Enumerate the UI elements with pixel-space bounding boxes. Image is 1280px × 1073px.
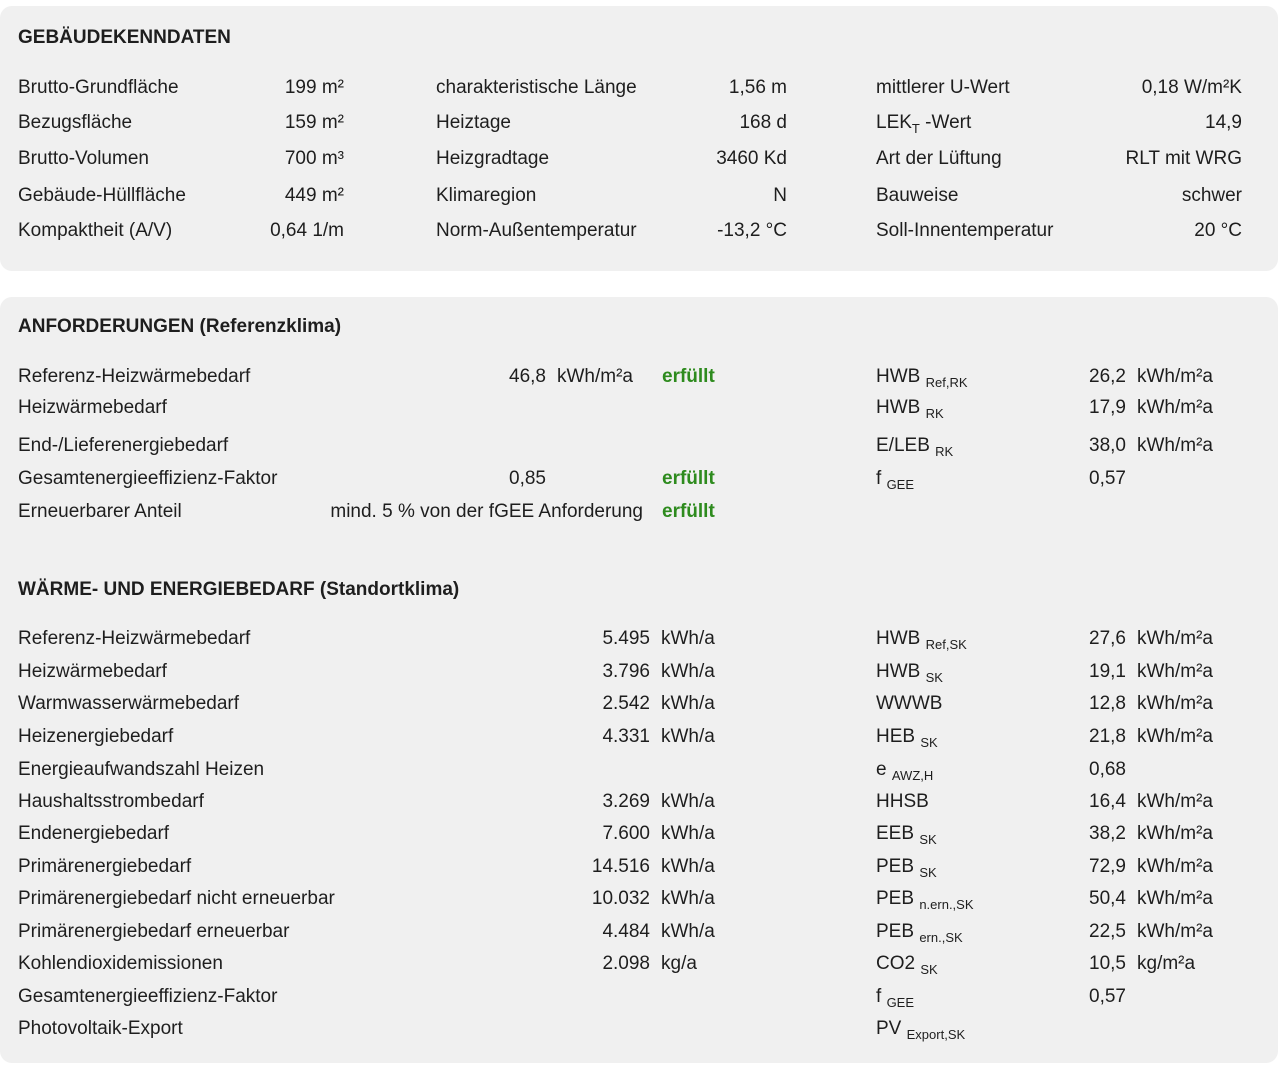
energiebedarf-row bbox=[0, 1016, 1278, 1042]
waerme-energiebedarf-title: WÄRME- UND ENERGIEBEDARF (Standortklima) bbox=[18, 579, 460, 600]
symbol-subscript: T bbox=[911, 121, 920, 136]
kennzahl-unit: kg/m²a bbox=[1137, 953, 1196, 974]
kenndaten-label: Gebäude-Hüllfläche bbox=[18, 185, 186, 206]
energiebedarf-label: Gesamtenergieeffizienz-Faktor bbox=[18, 986, 278, 1007]
kennzahl-unit: kWh/m²a bbox=[1137, 661, 1213, 682]
symbol-main: HEB bbox=[876, 726, 916, 747]
kenndaten-label: Heiztage bbox=[436, 112, 511, 133]
kenndaten-value: 199 m² bbox=[284, 77, 344, 98]
anforderung-row bbox=[0, 499, 1278, 525]
energiebedarf-label: Haushaltsstrombedarf bbox=[18, 791, 204, 812]
energiebedarf-label: Energieaufwandszahl Heizen bbox=[18, 759, 265, 780]
kenndaten-value: schwer bbox=[1181, 185, 1242, 206]
energiebedarf-value: 4.484 bbox=[602, 921, 650, 942]
kennzahl-symbol bbox=[876, 919, 963, 945]
energiebedarf-value: 2.542 bbox=[602, 693, 650, 714]
anforderung-row bbox=[0, 433, 1278, 459]
kenndaten-label: Soll-Innentemperatur bbox=[876, 220, 1054, 241]
kenndaten-label bbox=[876, 110, 971, 136]
anforderung-label: Referenz-Heizwärmebedarf bbox=[18, 366, 251, 387]
symbol-main: CO2 bbox=[876, 953, 916, 974]
kenndaten-row bbox=[0, 75, 1278, 101]
kennzahl-symbol bbox=[876, 757, 933, 783]
kenndaten-label: Heizgradtage bbox=[436, 148, 550, 169]
kennzahl-value: 0,57 bbox=[1089, 468, 1126, 489]
symbol-main: PEB bbox=[876, 856, 915, 877]
energiebedarf-unit: kWh/a bbox=[661, 856, 715, 877]
symbol-subscript: n.ern.,SK bbox=[919, 897, 974, 912]
energiebedarf-unit: kWh/a bbox=[661, 823, 715, 844]
kennzahl-symbol bbox=[876, 984, 914, 1010]
symbol-subscript: ern.,SK bbox=[919, 930, 963, 945]
energiebedarf-row bbox=[0, 724, 1278, 750]
kennzahl-unit: kWh/m²a bbox=[1137, 856, 1213, 877]
kenndaten-label: Brutto-Grundfläche bbox=[18, 77, 179, 98]
kennzahl-value: 0,57 bbox=[1089, 986, 1126, 1007]
symbol-main: HWB bbox=[876, 397, 921, 418]
energiebedarf-unit: kWh/a bbox=[661, 921, 715, 942]
kennzahl-value: 38,0 bbox=[1089, 435, 1126, 456]
energiebedarf-value: 2.098 bbox=[602, 953, 650, 974]
energiebedarf-label: Primärenergiebedarf erneuerbar bbox=[18, 921, 290, 942]
energiebedarf-value: 5.495 bbox=[602, 628, 650, 649]
symbol-subscript: GEE bbox=[886, 477, 915, 492]
kennzahl-symbol bbox=[876, 854, 937, 880]
energiebedarf-value: 3.796 bbox=[602, 661, 650, 682]
status-erfuellt: erfüllt bbox=[662, 468, 715, 489]
kennzahl-symbol bbox=[876, 466, 914, 492]
kennzahl-value: 17,9 bbox=[1089, 397, 1126, 418]
energiebedarf-row bbox=[0, 691, 1278, 717]
kenndaten-value: 159 m² bbox=[284, 112, 344, 133]
energiebedarf-row bbox=[0, 821, 1278, 847]
anforderung-row bbox=[0, 364, 1278, 390]
kennzahl-unit: kWh/m²a bbox=[1137, 791, 1213, 812]
symbol-subscript: Ref,SK bbox=[925, 637, 967, 652]
symbol-subscript: SK bbox=[920, 962, 938, 977]
kenndaten-row bbox=[0, 146, 1278, 172]
energiebedarf-value: 7.600 bbox=[602, 823, 650, 844]
symbol-subscript: GEE bbox=[886, 995, 915, 1010]
kenndaten-value: N bbox=[773, 185, 787, 206]
anforderung-row bbox=[0, 466, 1278, 492]
kennzahl-unit: kWh/m²a bbox=[1137, 435, 1213, 456]
energiebedarf-label: Heizwärmebedarf bbox=[18, 661, 167, 682]
energiebedarf-row bbox=[0, 886, 1278, 912]
kennzahl-symbol bbox=[876, 626, 967, 652]
symbol-subscript: SK bbox=[925, 670, 943, 685]
symbol-main: HWB bbox=[876, 628, 921, 649]
kennzahl-value: 27,6 bbox=[1089, 628, 1126, 649]
kennzahl-value: 19,1 bbox=[1089, 661, 1126, 682]
symbol-main: PEB bbox=[876, 888, 915, 909]
kenndaten-label: Norm-Außentemperatur bbox=[436, 220, 637, 241]
kenndaten-value: RLT mit WRG bbox=[1125, 148, 1242, 169]
symbol-main: f bbox=[876, 468, 882, 489]
kennzahl-unit: kWh/m²a bbox=[1137, 921, 1213, 942]
kenndaten-label: Klimaregion bbox=[436, 185, 537, 206]
anforderung-label: Erneuerbarer Anteil bbox=[18, 501, 182, 522]
kenndaten-value: 3460 Kd bbox=[716, 148, 787, 169]
symbol-main: E/LEB bbox=[876, 435, 930, 456]
symbol-main: WWWB bbox=[876, 693, 943, 714]
kenndaten-label: Bezugsfläche bbox=[18, 112, 133, 133]
kennzahl-value: 26,2 bbox=[1089, 366, 1126, 387]
anforderung-label: Heizwärmebedarf bbox=[18, 397, 167, 418]
kennzahl-symbol bbox=[876, 789, 929, 815]
kennzahl-value: 38,2 bbox=[1089, 823, 1126, 844]
energiebedarf-value: 14.516 bbox=[591, 856, 650, 877]
symbol-main: LEK bbox=[876, 112, 912, 133]
symbol-main: HWB bbox=[876, 661, 921, 682]
energiebedarf-row bbox=[0, 789, 1278, 815]
kennzahl-symbol bbox=[876, 659, 943, 685]
kennzahl-value: 22,5 bbox=[1089, 921, 1126, 942]
kenndaten-value: 700 m³ bbox=[284, 148, 344, 169]
gebaeudekenndaten-title: GEBÄUDEKENNDATEN bbox=[18, 27, 231, 48]
energiebedarf-value: 4.331 bbox=[602, 726, 650, 747]
energiebedarf-label: Referenz-Heizwärmebedarf bbox=[18, 628, 251, 649]
energiebedarf-row bbox=[0, 984, 1278, 1010]
kennzahl-symbol bbox=[876, 691, 942, 717]
kennzahl-value: 16,4 bbox=[1089, 791, 1126, 812]
kenndaten-label: Art der Lüftung bbox=[876, 148, 1002, 169]
anforderung-value: 0,85 bbox=[509, 468, 546, 489]
anforderung-value: 46,8 bbox=[509, 366, 546, 387]
kennzahl-value: 72,9 bbox=[1089, 856, 1126, 877]
anforderung-value: mind. 5 % von der fGEE Anforderung bbox=[330, 501, 643, 522]
kennzahl-unit: kWh/m²a bbox=[1137, 397, 1213, 418]
energiebedarf-label: Photovoltaik-Export bbox=[18, 1018, 183, 1039]
energiebedarf-unit: kWh/a bbox=[661, 791, 715, 812]
energiebedarf-row bbox=[0, 854, 1278, 880]
symbol-main: HWB bbox=[876, 366, 921, 387]
energiebedarf-label: Primärenergiebedarf bbox=[18, 856, 192, 877]
kennzahl-unit: kWh/m²a bbox=[1137, 726, 1213, 747]
kenndaten-row bbox=[0, 183, 1278, 209]
energiebedarf-label: Warmwasserwärmebedarf bbox=[18, 693, 240, 714]
energiebedarf-row bbox=[0, 919, 1278, 945]
kennzahl-unit: kWh/m²a bbox=[1137, 366, 1213, 387]
energiebedarf-label: Endenergiebedarf bbox=[18, 823, 170, 844]
energiebedarf-value: 3.269 bbox=[602, 791, 650, 812]
energiebedarf-unit: kWh/a bbox=[661, 726, 715, 747]
energiebedarf-row bbox=[0, 757, 1278, 783]
symbol-main: e bbox=[876, 759, 887, 780]
kennzahl-value: 21,8 bbox=[1089, 726, 1126, 747]
energiebedarf-value: 10.032 bbox=[591, 888, 650, 909]
symbol-subscript: Export,SK bbox=[906, 1027, 966, 1042]
kennzahl-symbol bbox=[876, 1016, 965, 1042]
symbol-subscript: Ref,RK bbox=[925, 375, 968, 390]
anforderung-label: Gesamtenergieeffizienz-Faktor bbox=[18, 468, 278, 489]
kennzahl-symbol bbox=[876, 951, 938, 977]
kenndaten-label: Brutto-Volumen bbox=[18, 148, 149, 169]
energiebedarf-unit: kWh/a bbox=[661, 628, 715, 649]
anforderungen-title: ANFORDERUNGEN (Referenzklima) bbox=[18, 316, 342, 337]
kennzahl-value: 10,5 bbox=[1089, 953, 1126, 974]
anforderung-row bbox=[0, 395, 1278, 421]
symbol-subscript: SK bbox=[920, 735, 938, 750]
kenndaten-value: 449 m² bbox=[284, 185, 344, 206]
energiebedarf-row bbox=[0, 951, 1278, 977]
kennzahl-value: 50,4 bbox=[1089, 888, 1126, 909]
kenndaten-row bbox=[0, 110, 1278, 136]
kennzahl-unit: kWh/m²a bbox=[1137, 628, 1213, 649]
symbol-subscript: SK bbox=[919, 865, 937, 880]
kennzahl-symbol bbox=[876, 821, 937, 847]
kenndaten-label: mittlerer U-Wert bbox=[876, 77, 1010, 98]
kennzahl-symbol bbox=[876, 724, 938, 750]
kenndaten-value: 0,18 W/m²K bbox=[1141, 77, 1242, 98]
energiebedarf-row bbox=[0, 659, 1278, 685]
symbol-main: HHSB bbox=[876, 791, 929, 812]
kennzahl-unit: kWh/m²a bbox=[1137, 888, 1213, 909]
kenndaten-value: 1,56 m bbox=[728, 77, 787, 98]
symbol-suffix: -Wert bbox=[919, 112, 972, 133]
symbol-main: PV bbox=[876, 1018, 902, 1039]
anforderung-unit: kWh/m²a bbox=[557, 366, 633, 387]
energiebedarf-label: Heizenergiebedarf bbox=[18, 726, 174, 747]
kennzahl-symbol bbox=[876, 364, 968, 390]
energiebedarf-unit: kWh/a bbox=[661, 661, 715, 682]
kennzahl-value: 12,8 bbox=[1089, 693, 1126, 714]
kenndaten-value: 168 d bbox=[739, 112, 787, 133]
status-erfuellt: erfüllt bbox=[662, 366, 715, 387]
kennzahl-symbol bbox=[876, 886, 974, 912]
energiebedarf-row bbox=[0, 626, 1278, 652]
symbol-subscript: RK bbox=[935, 444, 954, 459]
energiebedarf-label: Kohlendioxidemissionen bbox=[18, 953, 223, 974]
energiebedarf-label: Primärenergiebedarf nicht erneuerbar bbox=[18, 888, 335, 909]
kenndaten-label: Bauweise bbox=[876, 185, 959, 206]
kenndaten-value: 20 °C bbox=[1194, 220, 1242, 241]
kenndaten-label: charakteristische Länge bbox=[436, 77, 637, 98]
symbol-main: PEB bbox=[876, 921, 915, 942]
symbol-main: EEB bbox=[876, 823, 915, 844]
symbol-subscript: RK bbox=[925, 406, 944, 421]
symbol-subscript: AWZ,H bbox=[891, 768, 934, 783]
symbol-subscript: SK bbox=[919, 832, 937, 847]
kennzahl-unit: kWh/m²a bbox=[1137, 693, 1213, 714]
energiebedarf-unit: kg/a bbox=[661, 953, 697, 974]
kenndaten-value: 0,64 1/m bbox=[270, 220, 344, 241]
kenndaten-value: -13,2 °C bbox=[717, 220, 787, 241]
kenndaten-row bbox=[0, 218, 1278, 244]
energiebedarf-unit: kWh/a bbox=[661, 693, 715, 714]
kennzahl-value: 0,68 bbox=[1089, 759, 1126, 780]
symbol-main: f bbox=[876, 986, 882, 1007]
kenndaten-label: Kompaktheit (A/V) bbox=[18, 220, 173, 241]
kennzahl-unit: kWh/m²a bbox=[1137, 823, 1213, 844]
status-erfuellt: erfüllt bbox=[662, 501, 715, 522]
anforderung-label: End-/Lieferenergiebedarf bbox=[18, 435, 229, 456]
kennzahl-symbol bbox=[876, 433, 953, 459]
kenndaten-value: 14,9 bbox=[1205, 112, 1242, 133]
kennzahl-symbol bbox=[876, 395, 944, 421]
energiebedarf-unit: kWh/a bbox=[661, 888, 715, 909]
